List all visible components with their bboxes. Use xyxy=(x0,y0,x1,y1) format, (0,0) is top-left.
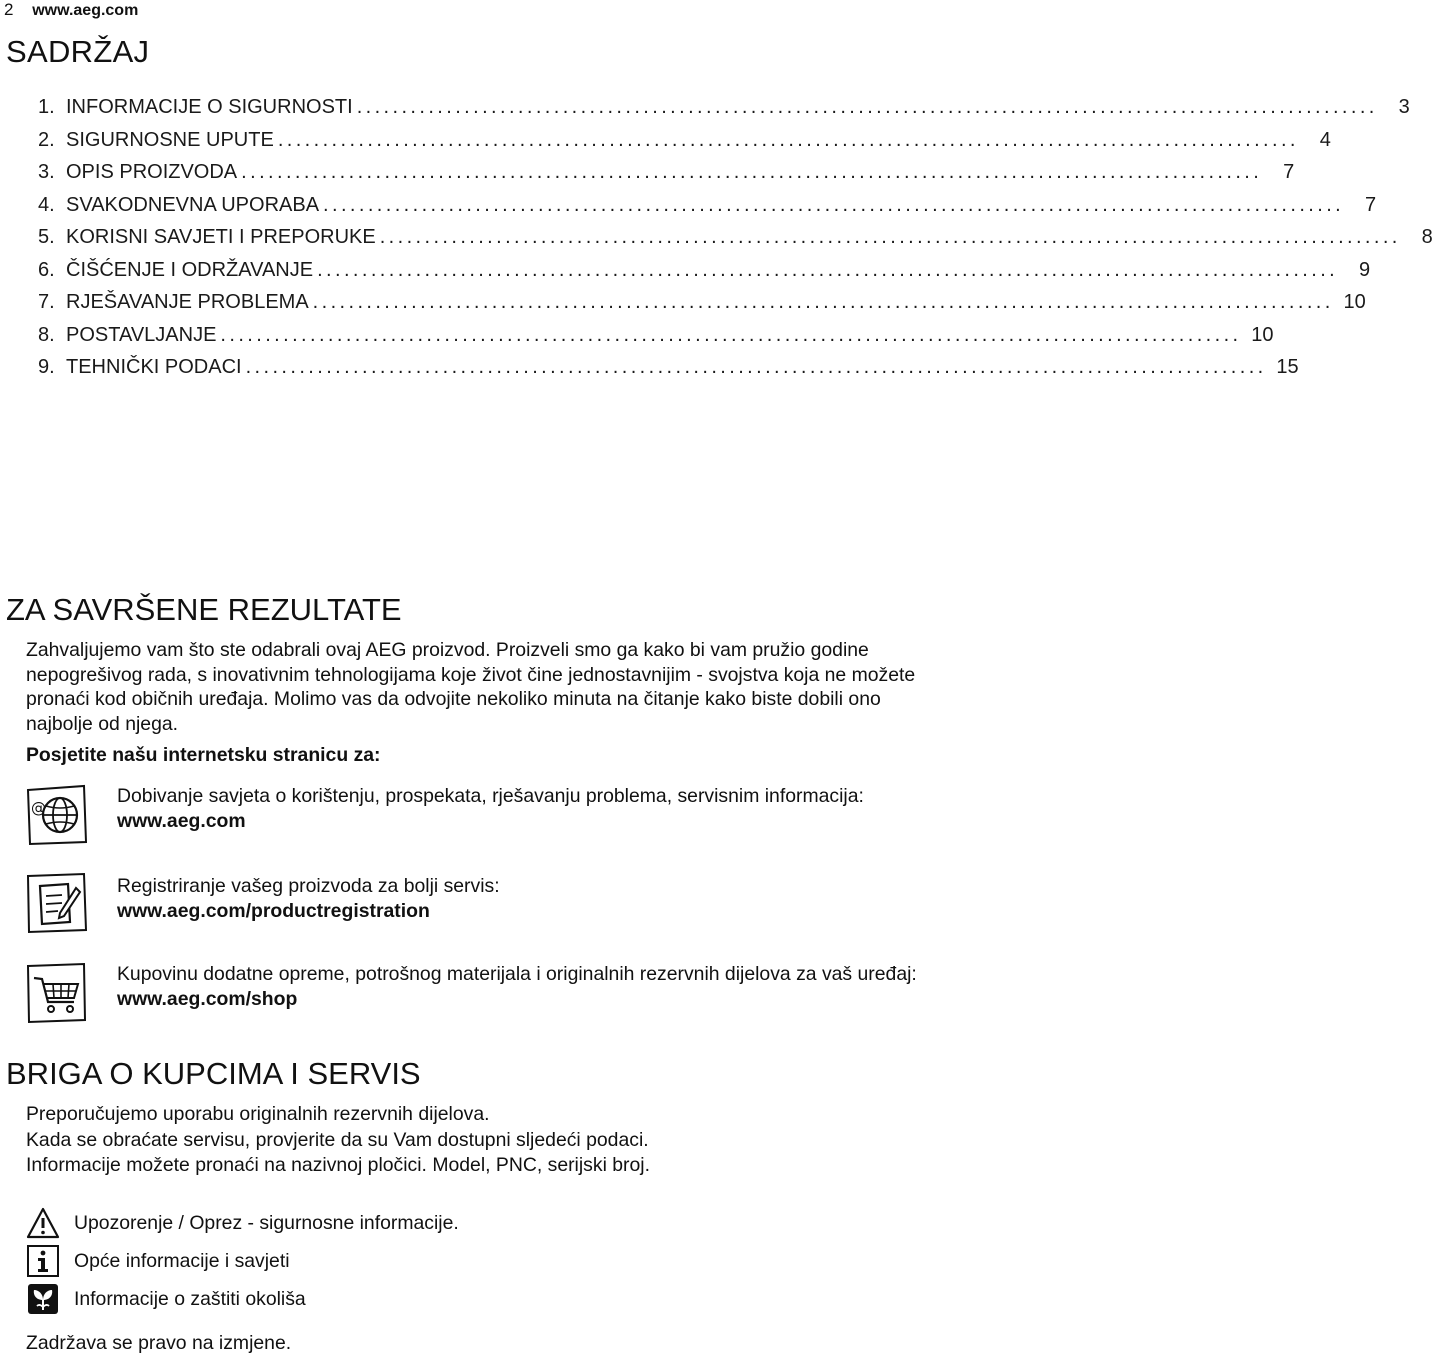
globe-at-icon xyxy=(26,784,88,846)
toc-leader-dots: .................................................................................................................. xyxy=(245,356,1267,378)
toc-item-label: POSTAVLJANJE xyxy=(66,323,217,346)
intro-paragraph: Zahvaljujemo vam što ste odabrali ovaj AEG proizvod. Proizveli smo ga kako bi vam pružio godine nepogrešivog rada, s inovativnim tehnologijama koje život čine jednostavnijim - svojstva koja ne možete pronaći kod običnih uređaja. Molimo vas da odvojite nekoliko minuta na čitanje kako biste dobili ono najbolje od njega. xyxy=(26,639,916,735)
toc-leader-dots: .................................................................................................................. xyxy=(220,323,1242,346)
legend-text: Opće informacije i savjeti xyxy=(74,1249,290,1272)
legend-text: Informacije o zaštiti okoliša xyxy=(74,1287,306,1310)
toc-item-number: 3. xyxy=(38,161,55,183)
legend-item xyxy=(26,1282,306,1316)
legend-text: Upozorenje / Oprez - sigurnosne informacije. xyxy=(74,1211,459,1234)
toc-item-number: 7. xyxy=(38,291,55,313)
toc-item-page: 10 xyxy=(1343,291,1366,313)
service-text: Registriranje vašeg proizvoda za bolji servis: xyxy=(117,875,500,897)
toc-leader-dots: .................................................................................................................. xyxy=(317,258,1339,281)
toc-item[interactable] xyxy=(38,226,1433,259)
results-title: ZA SAVRŠENE REZULTATE xyxy=(6,592,402,627)
service-item xyxy=(117,874,962,924)
toc-item-page: 10 xyxy=(1251,323,1274,346)
toc-item-label: RJEŠAVANJE PROBLEMA xyxy=(66,291,309,313)
toc-item-page: 7 xyxy=(1364,193,1377,216)
page-number: 2 xyxy=(4,0,14,19)
service-item xyxy=(117,784,962,834)
legend-item xyxy=(26,1244,290,1278)
toc-item-label: TEHNIČKI PODACI xyxy=(66,356,242,378)
toc-leader-dots: .................................................................................................................. xyxy=(356,96,1378,118)
toc-item-number: 1. xyxy=(38,96,55,118)
toc-item[interactable] xyxy=(38,258,1371,292)
toc-item[interactable] xyxy=(38,193,1377,227)
toc-item-label: KORISNI SAVJETI I PREPORUKE xyxy=(66,226,376,248)
service-text: Kupovinu dodatne opreme, potrošnog materijala i originalnih rezervnih dijelova za vaš uređaj: xyxy=(117,963,917,985)
care-title: BRIGA O KUPCIMA I SERVIS xyxy=(6,1056,421,1091)
environment-leaf-icon xyxy=(26,1282,60,1316)
toc-item-label: INFORMACIJE O SIGURNOSTI xyxy=(66,96,353,118)
toc-item[interactable] xyxy=(38,323,1274,357)
toc-leader-dots: .................................................................................................................. xyxy=(323,193,1345,216)
toc-item[interactable] xyxy=(38,291,1366,324)
service-text: Dobivanje savjeta o korištenju, prospekata, rješavanju problema, servisnim informacija: xyxy=(117,785,864,807)
table-of-contents xyxy=(38,96,1433,389)
shopping-cart-icon xyxy=(26,962,88,1024)
toc-item-label: SIGURNOSNE UPUTE xyxy=(66,128,274,151)
toc-leader-dots: .................................................................................................................. xyxy=(312,291,1334,313)
toc-leader-dots: .................................................................................................................. xyxy=(241,161,1263,183)
toc-item-number: 8. xyxy=(38,323,55,346)
toc-item-number: 2. xyxy=(38,128,55,151)
toc-item[interactable] xyxy=(38,96,1410,129)
toc-item[interactable] xyxy=(38,128,1331,162)
care-line: Informacije možete pronaći na nazivnoj pločici. Model, PNC, serijski broj. xyxy=(26,1154,650,1176)
toc-item-page: 7 xyxy=(1283,161,1295,183)
warning-triangle-icon xyxy=(26,1206,60,1240)
toc-leader-dots: .................................................................................................................. xyxy=(379,226,1401,248)
toc-item-page: 15 xyxy=(1276,356,1299,378)
svg-text:@: @ xyxy=(31,799,46,817)
footer-note: Zadržava se pravo na izmjene. xyxy=(26,1332,292,1354)
toc-item[interactable] xyxy=(38,161,1295,194)
legend-item xyxy=(26,1206,459,1240)
toc-item-number: 5. xyxy=(38,226,55,248)
toc-item[interactable] xyxy=(38,356,1299,389)
care-line: Kada se obraćate servisu, provjerite da su Vam dostupni sljedeći podaci. xyxy=(26,1128,649,1151)
service-link[interactable]: www.aeg.com/productregistration xyxy=(117,900,430,922)
service-link[interactable]: www.aeg.com xyxy=(117,810,246,832)
service-link[interactable]: www.aeg.com/shop xyxy=(117,988,298,1010)
toc-item-number: 9. xyxy=(38,356,55,378)
toc-item-page: 4 xyxy=(1319,128,1331,151)
page-header xyxy=(4,0,138,20)
toc-item-page: 8 xyxy=(1421,226,1433,248)
care-text xyxy=(26,1102,650,1179)
toc-item-number: 6. xyxy=(38,258,55,281)
toc-title: SADRŽAJ xyxy=(6,34,150,69)
service-item xyxy=(117,962,962,1012)
toc-item-page: 3 xyxy=(1398,96,1410,118)
care-line: Preporučujemo uporabu originalnih rezervnih dijelova. xyxy=(26,1103,490,1125)
toc-leader-dots: .................................................................................................................. xyxy=(277,128,1299,151)
toc-item-page: 9 xyxy=(1359,258,1371,281)
visit-label: Posjetite našu internetsku stranicu za: xyxy=(26,744,381,766)
info-icon xyxy=(26,1244,60,1278)
toc-item-label: SVAKODNEVNA UPORABA xyxy=(66,193,320,216)
registration-form-icon xyxy=(26,872,88,934)
toc-item-label: OPIS PROIZVODA xyxy=(66,161,238,183)
toc-item-number: 4. xyxy=(38,193,55,216)
header-url[interactable]: www.aeg.com xyxy=(32,2,139,19)
toc-item-label: ČIŠĆENJE I ODRŽAVANJE xyxy=(66,258,314,281)
